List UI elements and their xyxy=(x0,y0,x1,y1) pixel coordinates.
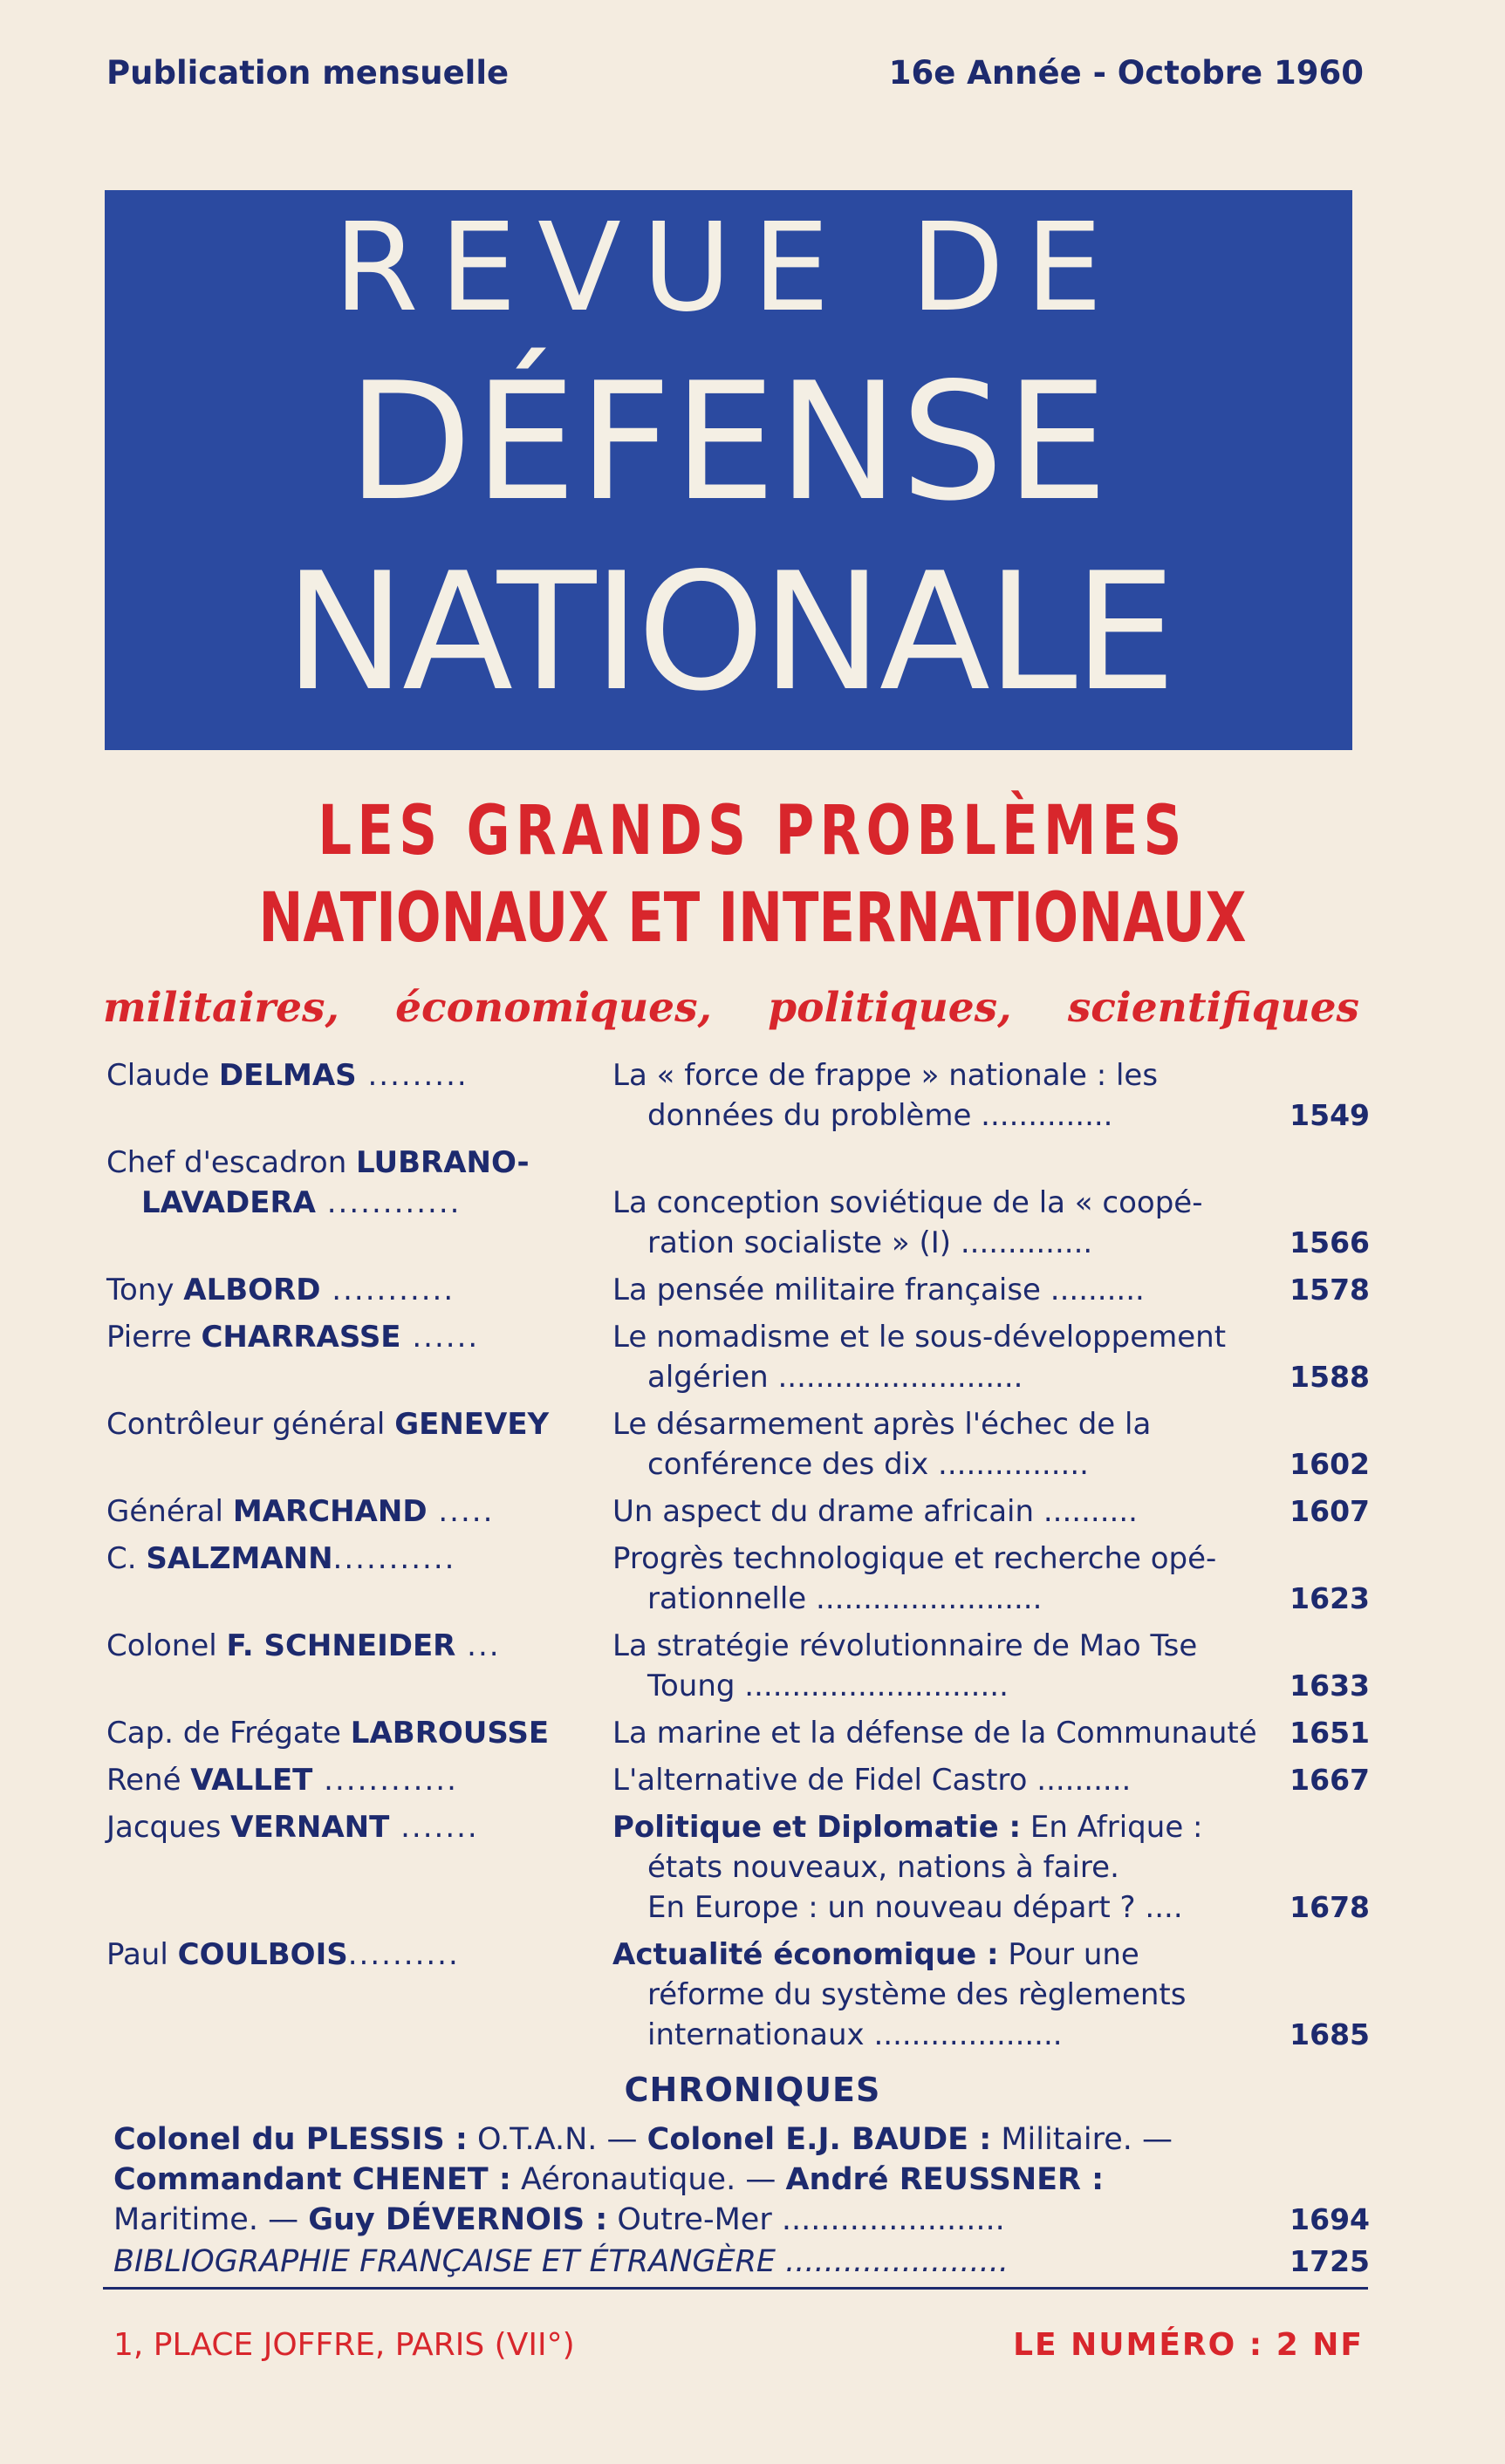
toc-entry xyxy=(106,1055,1370,1136)
toc-author xyxy=(106,1935,588,1975)
chron-author: André REUSSNER : xyxy=(785,2162,1105,2197)
author-name: VALLET xyxy=(190,1763,313,1798)
author-name: SALZMANN xyxy=(146,1541,333,1576)
toc-page-number: 1633 xyxy=(1290,1669,1370,1703)
field-political: politiques, xyxy=(768,984,1012,1032)
article-title-cont: ration socialiste » (I) .............. xyxy=(647,1225,1093,1260)
toc-author xyxy=(106,1270,588,1310)
article-title: La marine et la défense de la Communauté xyxy=(612,1716,1257,1751)
toc-page-number: 1678 xyxy=(1290,1890,1370,1924)
article-title: La pensée militaire française .......... xyxy=(612,1273,1145,1307)
toc-article xyxy=(612,1270,1310,1310)
toc-entry xyxy=(106,1270,1370,1310)
article-title: La « force de frappe » nationale : les xyxy=(612,1058,1159,1093)
author-name: DELMAS xyxy=(218,1058,357,1093)
toc-article xyxy=(612,1935,1310,2055)
toc-page-number: 1607 xyxy=(1290,1494,1370,1528)
article-title-cont: réforme du système des règlements xyxy=(647,1977,1187,2012)
author-leader: ....... xyxy=(389,1810,479,1845)
article-title-cont: En Europe : un nouveau départ ? .... xyxy=(647,1890,1183,1925)
author-leader: ... xyxy=(455,1628,501,1663)
toc-article xyxy=(612,1626,1310,1706)
article-title-bold: Actualité économique : xyxy=(612,1937,999,1972)
author-name-cont: LAVADERA xyxy=(141,1185,316,1220)
toc-author xyxy=(106,1760,588,1800)
chron-author: Colonel E.J. BAUDE : xyxy=(646,2122,992,2157)
article-title-cont: algérien .......................... xyxy=(647,1360,1023,1395)
author-prefix: C. xyxy=(106,1541,147,1576)
toc-entry xyxy=(106,1935,1370,2055)
toc-author xyxy=(106,1713,588,1753)
chron-topic: Aéronautique. — xyxy=(510,2162,786,2197)
author-prefix: Jacques xyxy=(106,1810,231,1845)
author-prefix: Tony xyxy=(106,1273,184,1307)
toc-page-number: 1602 xyxy=(1290,1447,1370,1481)
article-title-cont: internationaux .................... xyxy=(647,2017,1063,2052)
masthead-banner xyxy=(105,190,1352,750)
toc-author xyxy=(106,1539,588,1579)
footer-rule xyxy=(103,2287,1368,2290)
issue-price: LE NUMÉRO : 2 NF xyxy=(1013,2327,1364,2363)
field-economic: économiques, xyxy=(395,984,712,1032)
author-name: ALBORD xyxy=(183,1273,321,1307)
author-prefix: Général xyxy=(106,1494,233,1529)
author-name: LUBRANO- xyxy=(356,1145,530,1180)
author-name: LABROUSSE xyxy=(350,1716,550,1751)
field-military: militaires, xyxy=(103,984,339,1032)
article-title: Pour une xyxy=(998,1937,1139,1972)
article-title-cont: données du problème .............. xyxy=(647,1098,1113,1133)
publisher-address: 1, PLACE JOFFRE, PARIS (VII°) xyxy=(113,2327,575,2363)
toc-article xyxy=(612,1055,1310,1136)
article-title-cont: Toung ............................ xyxy=(647,1669,1009,1703)
toc-page-number: 1588 xyxy=(1290,1360,1370,1394)
toc-author xyxy=(106,1055,588,1095)
toc-page-number: 1578 xyxy=(1290,1273,1370,1307)
toc-page-number: 1549 xyxy=(1290,1098,1370,1132)
toc-article xyxy=(612,1404,1310,1485)
issue-date: 16e Année - Octobre 1960 xyxy=(888,54,1364,92)
author-name: COULBOIS xyxy=(177,1937,348,1972)
author-prefix: Chef d'escadron xyxy=(106,1145,357,1180)
article-title-cont: conférence des dix ................ xyxy=(647,1447,1089,1482)
toc-page-number: 1667 xyxy=(1290,1763,1370,1797)
chroniques-heading: CHRONIQUES xyxy=(624,2071,881,2109)
bibliography-label: BIBLIOGRAPHIE FRANÇAISE ET ÉTRANGÈRE ....................... xyxy=(113,2244,1009,2279)
toc-entry xyxy=(106,1539,1370,1619)
chroniques-line-3 xyxy=(113,2200,1370,2240)
fields-line xyxy=(103,984,1359,1032)
masthead-line-1: REVUE DE xyxy=(333,197,1124,339)
chron-topic: O.T.A.N. — xyxy=(467,2122,647,2157)
article-title-bold: Politique et Diplomatie : xyxy=(612,1810,1022,1845)
chron-author: Colonel du PLESSIS : xyxy=(113,2122,468,2157)
toc-author xyxy=(106,1626,588,1666)
subtitle-line-2: NATIONAUX ET INTERNATIONAUX xyxy=(258,879,1247,958)
author-name: F. SCHNEIDER xyxy=(226,1628,456,1663)
toc-article xyxy=(612,1491,1310,1532)
chroniques-page: 1694 xyxy=(1290,2202,1370,2236)
field-scientific: scientifiques xyxy=(1067,984,1359,1032)
toc-author xyxy=(106,1491,588,1532)
bibliography-page: 1725 xyxy=(1290,2244,1370,2278)
chroniques-line-2 xyxy=(113,2160,1370,2200)
article-title: La conception soviétique de la « coopé- xyxy=(612,1185,1203,1220)
chron-topic: Militaire. — xyxy=(991,2122,1173,2157)
chron-topic: Maritime. — xyxy=(113,2202,309,2237)
toc-author xyxy=(106,1807,588,1847)
toc-entry xyxy=(106,1317,1370,1397)
toc-entry xyxy=(106,1807,1370,1928)
bibliography-line xyxy=(113,2242,1370,2282)
toc-article xyxy=(612,1760,1310,1800)
author-prefix: Pierre xyxy=(106,1320,202,1355)
article-title: Progrès technologique et recherche opé- xyxy=(612,1541,1217,1576)
toc-entry xyxy=(106,1491,1370,1532)
article-title: En Afrique : xyxy=(1021,1810,1203,1845)
toc-entry xyxy=(106,1404,1370,1485)
toc-article xyxy=(612,1713,1310,1753)
subtitle-line-1: LES GRANDS PROBLÈMES xyxy=(318,792,1187,870)
author-prefix: René xyxy=(106,1763,191,1798)
toc-author xyxy=(106,1143,588,1223)
masthead-line-3: NATIONALE xyxy=(284,537,1173,727)
article-title: Le désarmement après l'échec de la xyxy=(612,1407,1152,1442)
toc-entry xyxy=(106,1143,1370,1263)
toc-author xyxy=(106,1317,588,1357)
chron-author: Guy DÉVERNOIS : xyxy=(308,2202,608,2237)
toc-entry xyxy=(106,1626,1370,1706)
article-title-cont: états nouveaux, nations à faire. xyxy=(647,1850,1119,1885)
article-title: Le nomadisme et le sous-développement xyxy=(612,1320,1227,1355)
toc-author xyxy=(106,1404,588,1444)
author-name: MARCHAND xyxy=(232,1494,428,1529)
author-leader: ...... xyxy=(400,1320,480,1355)
author-leader: ......... xyxy=(356,1058,469,1093)
toc-page-number: 1623 xyxy=(1290,1581,1370,1615)
author-leader: .......... xyxy=(347,1937,460,1972)
toc-page-number: 1566 xyxy=(1290,1225,1370,1259)
author-leader: ........... xyxy=(320,1273,455,1307)
toc-article xyxy=(612,1317,1310,1397)
toc-page-number: 1651 xyxy=(1290,1716,1370,1750)
publication-frequency: Publication mensuelle xyxy=(106,54,510,92)
toc-article xyxy=(612,1539,1310,1619)
article-title: Un aspect du drame africain .......... xyxy=(612,1494,1138,1529)
chron-author: Commandant CHENET : xyxy=(113,2162,511,2197)
toc-entry xyxy=(106,1760,1370,1800)
author-leader: ............ xyxy=(315,1185,462,1220)
article-title: L'alternative de Fidel Castro .......... xyxy=(612,1763,1132,1798)
toc-article xyxy=(612,1807,1310,1928)
author-name: VERNANT xyxy=(230,1810,390,1845)
article-title: La stratégie révolutionnaire de Mao Tse xyxy=(612,1628,1198,1663)
toc-article xyxy=(612,1143,1310,1263)
author-prefix: Claude xyxy=(106,1058,219,1093)
article-title-cont: rationnelle ........................ xyxy=(647,1581,1043,1616)
author-name: CHARRASSE xyxy=(201,1320,401,1355)
toc-page-number: 1685 xyxy=(1290,2017,1370,2051)
masthead-line-2: DÉFENSE xyxy=(347,347,1110,536)
table-of-contents xyxy=(106,1055,1370,2062)
author-prefix: Paul xyxy=(106,1937,178,1972)
author-name: GENEVEY xyxy=(394,1407,550,1442)
author-prefix: Colonel xyxy=(106,1628,227,1663)
author-prefix: Contrôleur général xyxy=(106,1407,395,1442)
author-leader: ........... xyxy=(332,1541,456,1576)
chroniques-line-1 xyxy=(113,2119,1370,2160)
chron-topic: Outre-Mer ....................... xyxy=(607,2202,1005,2237)
author-leader: ............ xyxy=(312,1763,458,1798)
toc-entry xyxy=(106,1713,1370,1753)
author-prefix: Cap. de Frégate xyxy=(106,1716,351,1751)
author-leader: ..... xyxy=(427,1494,495,1529)
